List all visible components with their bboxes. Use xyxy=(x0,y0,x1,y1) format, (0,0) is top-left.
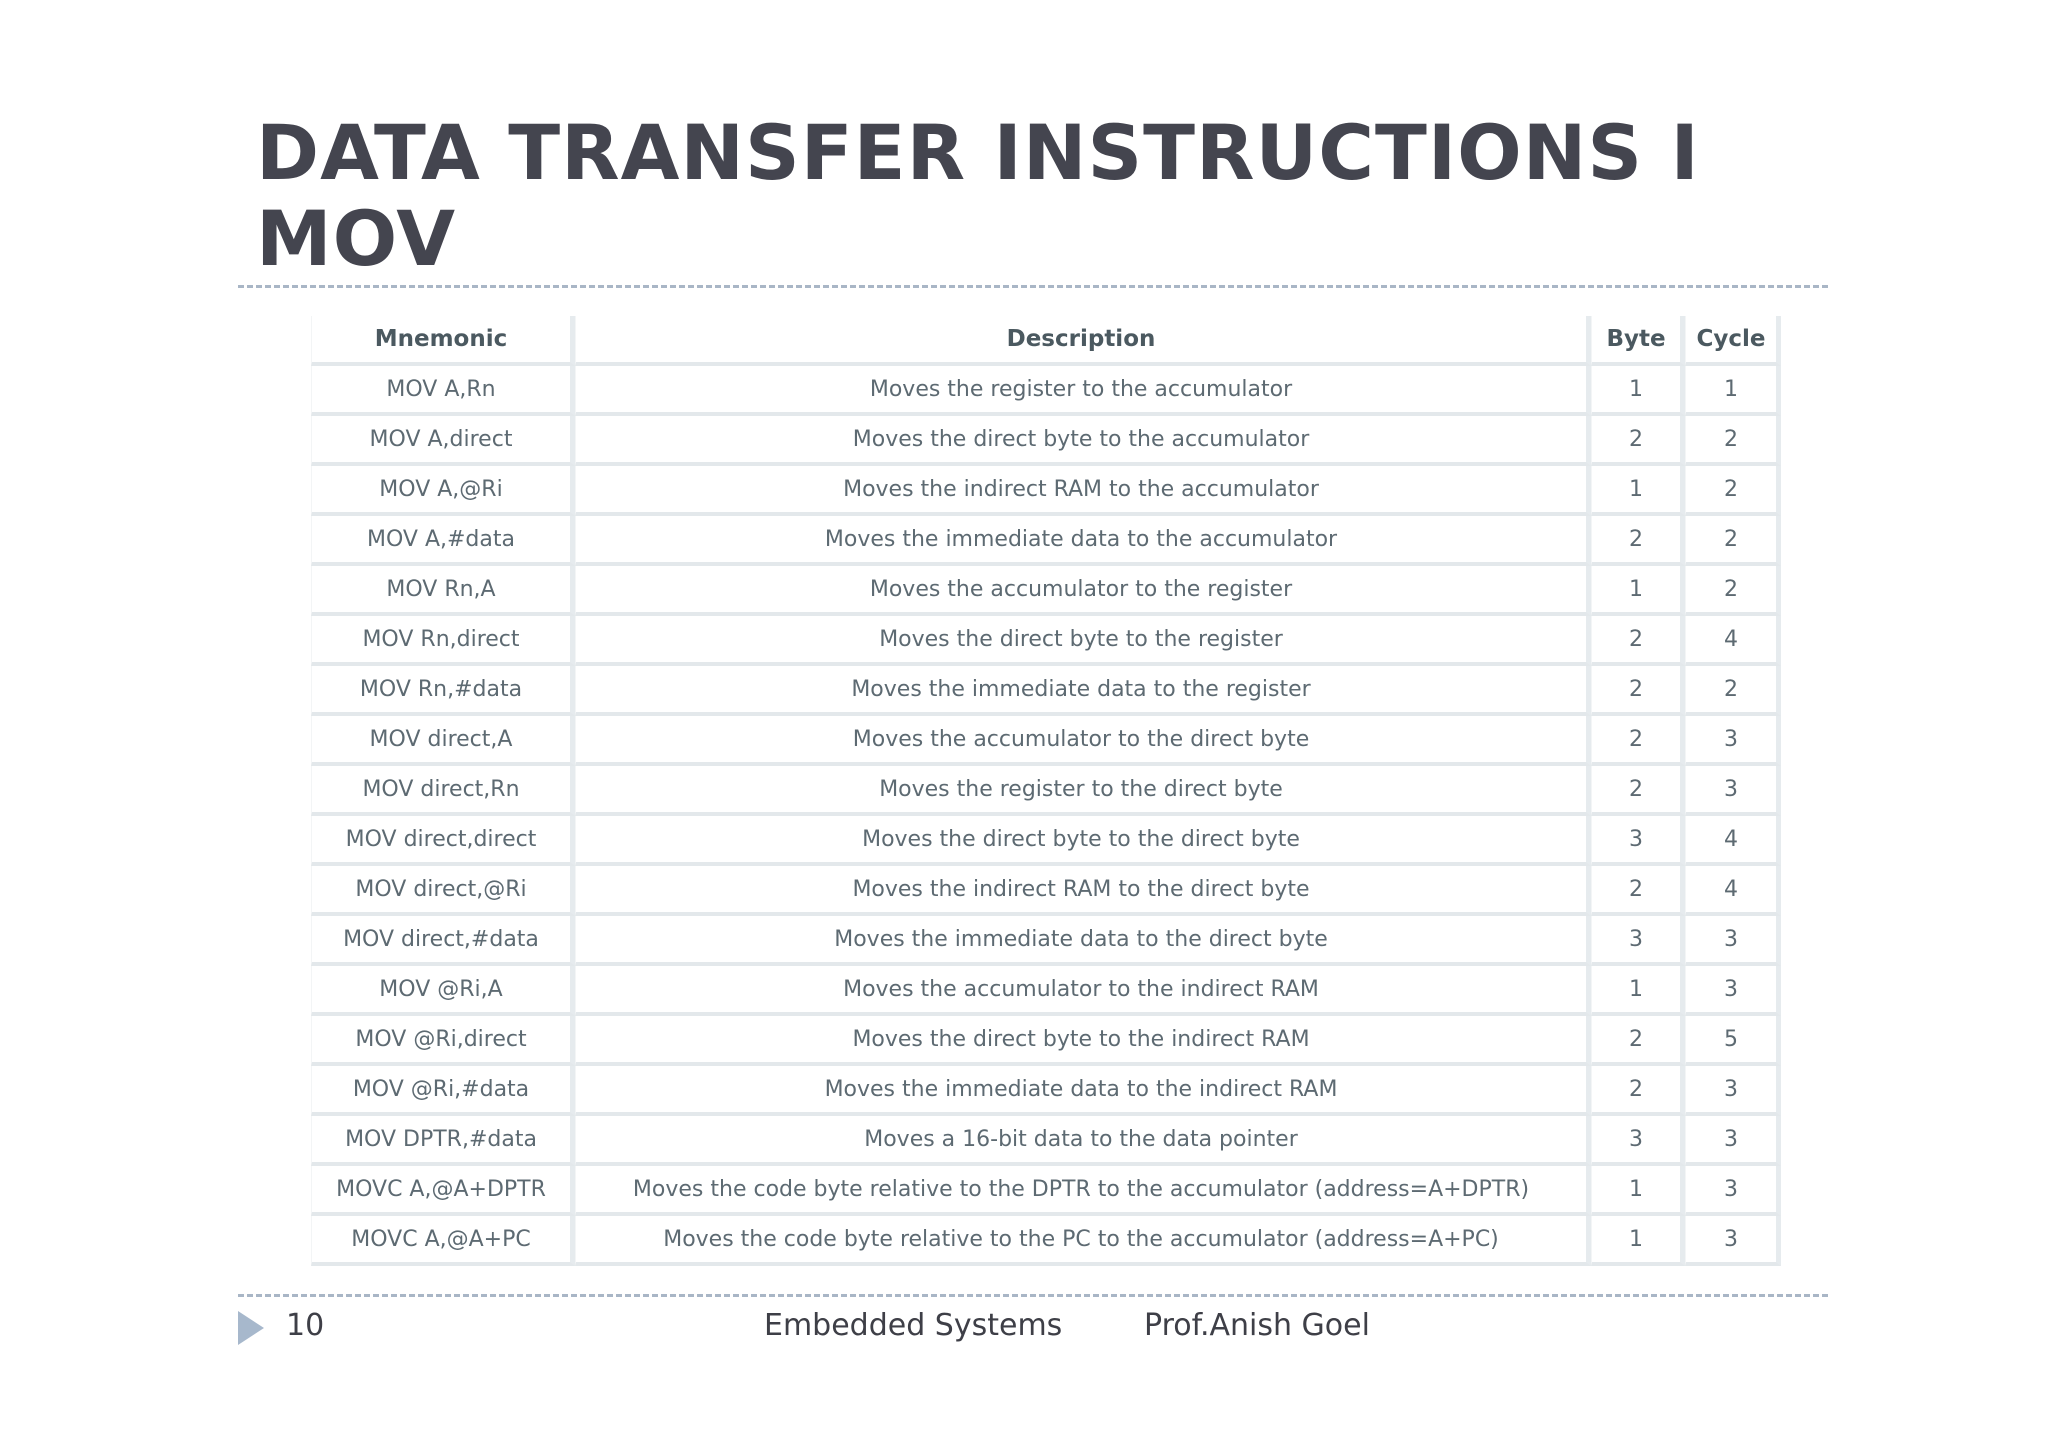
table-row xyxy=(311,1066,1781,1116)
table-header xyxy=(311,316,1781,366)
table-row xyxy=(311,866,1781,916)
table-row xyxy=(311,516,1781,566)
table-row xyxy=(311,416,1781,466)
triangle-right-icon xyxy=(238,1311,264,1345)
slide-title xyxy=(256,110,1700,282)
cell-description: Moves the code byte relative to the DPTR to the accumulator (address=A+DPTR) xyxy=(575,1166,1591,1216)
cell-cycle: 3 xyxy=(1685,966,1781,1016)
cell-mnemonic: MOVC A,@A+DPTR xyxy=(311,1166,575,1216)
cell-cycle: 4 xyxy=(1685,616,1781,666)
table-row xyxy=(311,716,1781,766)
cell-byte: 2 xyxy=(1591,716,1685,766)
cell-cycle: 2 xyxy=(1685,566,1781,616)
cell-cycle: 2 xyxy=(1685,666,1781,716)
cell-description: Moves the direct byte to the indirect RAM xyxy=(575,1016,1591,1066)
cell-byte: 2 xyxy=(1591,666,1685,716)
cell-mnemonic: MOV direct,A xyxy=(311,716,575,766)
cell-byte: 2 xyxy=(1591,1066,1685,1116)
cell-mnemonic: MOV DPTR,#data xyxy=(311,1116,575,1166)
cell-description: Moves the immediate data to the register xyxy=(575,666,1591,716)
cell-byte: 1 xyxy=(1591,1166,1685,1216)
cell-cycle: 5 xyxy=(1685,1016,1781,1066)
cell-mnemonic: MOV Rn,direct xyxy=(311,616,575,666)
cell-description: Moves the immediate data to the indirect RAM xyxy=(575,1066,1591,1116)
cell-description: Moves the immediate data to the accumulator xyxy=(575,516,1591,566)
cell-cycle: 2 xyxy=(1685,516,1781,566)
cell-description: Moves the direct byte to the register xyxy=(575,616,1591,666)
table-row xyxy=(311,666,1781,716)
author-name: Prof.Anish Goel xyxy=(1144,1308,1370,1343)
cell-mnemonic: MOV A,Rn xyxy=(311,366,575,416)
cell-mnemonic: MOV direct,@Ri xyxy=(311,866,575,916)
table-row xyxy=(311,916,1781,966)
header-mnemonic: Mnemonic xyxy=(311,316,575,366)
cell-byte: 2 xyxy=(1591,866,1685,916)
header-cycle: Cycle xyxy=(1685,316,1781,366)
cell-cycle: 3 xyxy=(1685,1216,1781,1266)
cell-description: Moves the accumulator to the register xyxy=(575,566,1591,616)
cell-mnemonic: MOV direct,Rn xyxy=(311,766,575,816)
cell-byte: 1 xyxy=(1591,366,1685,416)
table-row xyxy=(311,1166,1781,1216)
cell-byte: 2 xyxy=(1591,1016,1685,1066)
cell-mnemonic: MOV Rn,A xyxy=(311,566,575,616)
cell-mnemonic: MOV A,@Ri xyxy=(311,466,575,516)
cell-mnemonic: MOVC A,@A+PC xyxy=(311,1216,575,1266)
cell-description: Moves the direct byte to the accumulator xyxy=(575,416,1591,466)
cell-description: Moves the immediate data to the direct byte xyxy=(575,916,1591,966)
cell-description: Moves the direct byte to the direct byte xyxy=(575,816,1591,866)
footer-divider xyxy=(238,1294,1828,1297)
cell-byte: 2 xyxy=(1591,416,1685,466)
cell-mnemonic: MOV Rn,#data xyxy=(311,666,575,716)
course-name: Embedded Systems xyxy=(764,1308,1063,1343)
table-row xyxy=(311,566,1781,616)
table-row xyxy=(311,366,1781,416)
table-row xyxy=(311,816,1781,866)
cell-description: Moves the indirect RAM to the accumulator xyxy=(575,466,1591,516)
cell-byte: 1 xyxy=(1591,1216,1685,1266)
cell-mnemonic: MOV A,direct xyxy=(311,416,575,466)
cell-cycle: 4 xyxy=(1685,816,1781,866)
cell-cycle: 4 xyxy=(1685,866,1781,916)
cell-cycle: 3 xyxy=(1685,766,1781,816)
table-header-row xyxy=(311,316,1781,366)
cell-byte: 3 xyxy=(1591,1116,1685,1166)
cell-description: Moves a 16-bit data to the data pointer xyxy=(575,1116,1591,1166)
cell-byte: 2 xyxy=(1591,616,1685,666)
table-row xyxy=(311,466,1781,516)
cell-byte: 3 xyxy=(1591,816,1685,866)
table-row xyxy=(311,616,1781,666)
table-row xyxy=(311,766,1781,816)
cell-byte: 1 xyxy=(1591,966,1685,1016)
cell-cycle: 3 xyxy=(1685,716,1781,766)
cell-mnemonic: MOV @Ri,#data xyxy=(311,1066,575,1116)
page-number: 10 xyxy=(286,1308,325,1343)
cell-cycle: 3 xyxy=(1685,1166,1781,1216)
table-row xyxy=(311,1216,1781,1266)
title-divider xyxy=(238,285,1828,288)
cell-cycle: 3 xyxy=(1685,1116,1781,1166)
header-byte: Byte xyxy=(1591,316,1685,366)
cell-mnemonic: MOV direct,direct xyxy=(311,816,575,866)
instruction-table xyxy=(311,316,1781,1266)
cell-mnemonic: MOV direct,#data xyxy=(311,916,575,966)
slide-title-line-1: DATA TRANSFER INSTRUCTIONS I xyxy=(256,108,1700,197)
cell-mnemonic: MOV @Ri,A xyxy=(311,966,575,1016)
cell-description: Moves the code byte relative to the PC to the accumulator (address=A+PC) xyxy=(575,1216,1591,1266)
cell-cycle: 2 xyxy=(1685,416,1781,466)
table-row xyxy=(311,966,1781,1016)
cell-cycle: 2 xyxy=(1685,466,1781,516)
cell-description: Moves the accumulator to the indirect RAM xyxy=(575,966,1591,1016)
instruction-table-container xyxy=(311,316,1781,1266)
cell-mnemonic: MOV @Ri,direct xyxy=(311,1016,575,1066)
table-row xyxy=(311,1016,1781,1066)
table-row xyxy=(311,1116,1781,1166)
cell-description: Moves the indirect RAM to the direct byte xyxy=(575,866,1591,916)
cell-byte: 2 xyxy=(1591,766,1685,816)
cell-byte: 1 xyxy=(1591,566,1685,616)
cell-byte: 3 xyxy=(1591,916,1685,966)
cell-byte: 2 xyxy=(1591,516,1685,566)
cell-cycle: 1 xyxy=(1685,366,1781,416)
cell-byte: 1 xyxy=(1591,466,1685,516)
slide-title-line-2: MOV xyxy=(256,194,457,283)
cell-mnemonic: MOV A,#data xyxy=(311,516,575,566)
cell-description: Moves the accumulator to the direct byte xyxy=(575,716,1591,766)
cell-description: Moves the register to the direct byte xyxy=(575,766,1591,816)
table-body xyxy=(311,366,1781,1266)
cell-description: Moves the register to the accumulator xyxy=(575,366,1591,416)
cell-cycle: 3 xyxy=(1685,1066,1781,1116)
cell-cycle: 3 xyxy=(1685,916,1781,966)
header-description: Description xyxy=(575,316,1591,366)
